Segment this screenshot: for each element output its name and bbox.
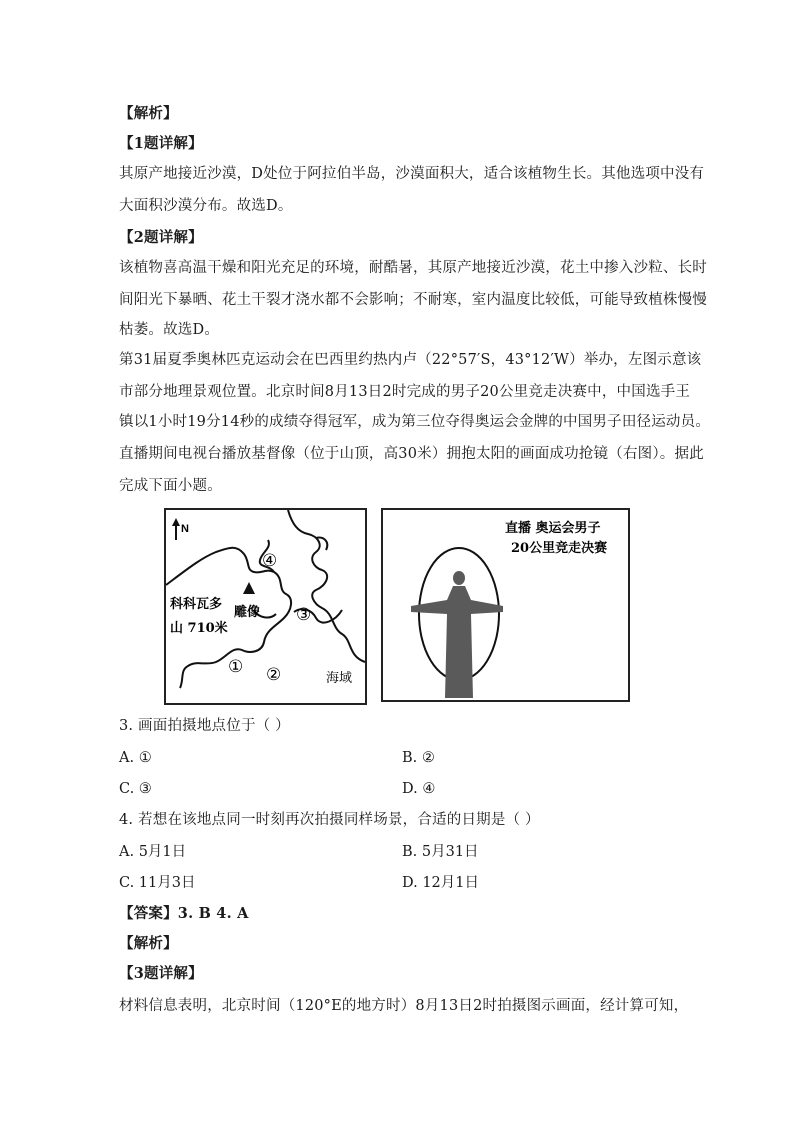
broadcast-photo xyxy=(381,508,630,702)
statue-sun-drawing xyxy=(383,510,628,700)
passage-line-3: 镇以1小时19分14秒的成绩夺得冠军，成为第三位夺得奥运会金牌的中国男子田径运动员。 xyxy=(119,414,711,430)
q3-detail-line-1: 材料信息表明，北京时间（120°E的地方时）8月13日2时拍摄图示画面，经计算可知， xyxy=(119,998,689,1014)
question-3-option-d: D. ④ xyxy=(402,781,436,797)
christ-statue xyxy=(411,571,503,698)
passage-line-1: 第31届夏季奥林匹克运动会在巴西里约热内卢（22°57′S，43°12′W）举办，左图示意该 xyxy=(119,352,702,368)
analysis-heading: 【解析】 xyxy=(119,105,178,122)
question-4-option-a: A. 5月1日 xyxy=(119,844,187,860)
q3-detail-heading: 【3题详解】 xyxy=(119,965,203,982)
location-map xyxy=(164,508,367,705)
passage-line-2: 市部分地理景观位置。北京时间8月13日2时完成的男子20公里竞走决赛中，中国选手王 xyxy=(119,384,691,400)
q1-detail-heading: 【1题详解】 xyxy=(119,135,203,152)
q2-detail-line-2: 间阳光下暴晒、花土干裂才浇水都不会影响；不耐寒，室内温度比较低，可能导致植株慢慢 xyxy=(119,292,707,308)
marker-1: ① xyxy=(228,657,244,677)
photo-caption-line-1: 直播 奥运会男子 xyxy=(505,521,601,536)
sea-label: 海域 xyxy=(326,671,353,686)
q2-detail-line-3: 枯萎。故选D。 xyxy=(119,322,220,338)
map-coastline-drawing xyxy=(166,510,365,703)
mountain-name-label: 科科瓦多 xyxy=(170,597,223,612)
question-4-option-b: B. 5月31日 xyxy=(402,844,479,860)
statue-label: 雕像 xyxy=(234,605,261,620)
question-3-option-a: A. ① xyxy=(119,750,152,766)
q1-detail-line-2: 大面积沙漠分布。故选D。 xyxy=(119,198,293,214)
question-4-option-d: D. 12月1日 xyxy=(402,875,480,891)
question-4-option-c: C. 11月3日 xyxy=(119,875,196,891)
marker-4: ④ xyxy=(262,551,278,571)
question-4-stem: 4. 若想在该地点同一时刻再次拍摄同样场景，合适的日期是（ ） xyxy=(119,812,540,828)
question-3-option-c: C. ③ xyxy=(119,781,152,797)
mountain-height-label: 山 710米 xyxy=(170,621,228,636)
passage-line-4: 直播期间电视台播放基督像（位于山顶，高30米）拥抱太阳的画面成功抢镜（右图）。据此 xyxy=(119,446,704,462)
q2-detail-heading: 【2题详解】 xyxy=(119,229,203,246)
photo-caption-line-2: 20公里竞走决赛 xyxy=(511,541,608,556)
answer-line: 【答案】3. B 4. A xyxy=(119,905,249,922)
mountain-icon xyxy=(243,582,255,594)
question-3-option-b: B. ② xyxy=(402,750,435,766)
question-3-stem: 3. 画面拍摄地点位于（ ） xyxy=(119,718,290,734)
q2-detail-line-1: 该植物喜高温干燥和阳光充足的环境，耐酷暑，其原产地接近沙漠，花土中掺入沙粒、长时 xyxy=(119,260,707,276)
passage-line-5: 完成下面小题。 xyxy=(119,478,222,494)
marker-2: ② xyxy=(266,665,282,685)
marker-3: ③ xyxy=(296,605,312,625)
analysis-heading-2: 【解析】 xyxy=(119,935,178,952)
q1-detail-line-1: 其原产地接近沙漠，D处位于阿拉伯半岛，沙漠面积大，适合该植物生长。其他选项中没有 xyxy=(119,166,705,182)
north-label: N xyxy=(181,523,189,535)
